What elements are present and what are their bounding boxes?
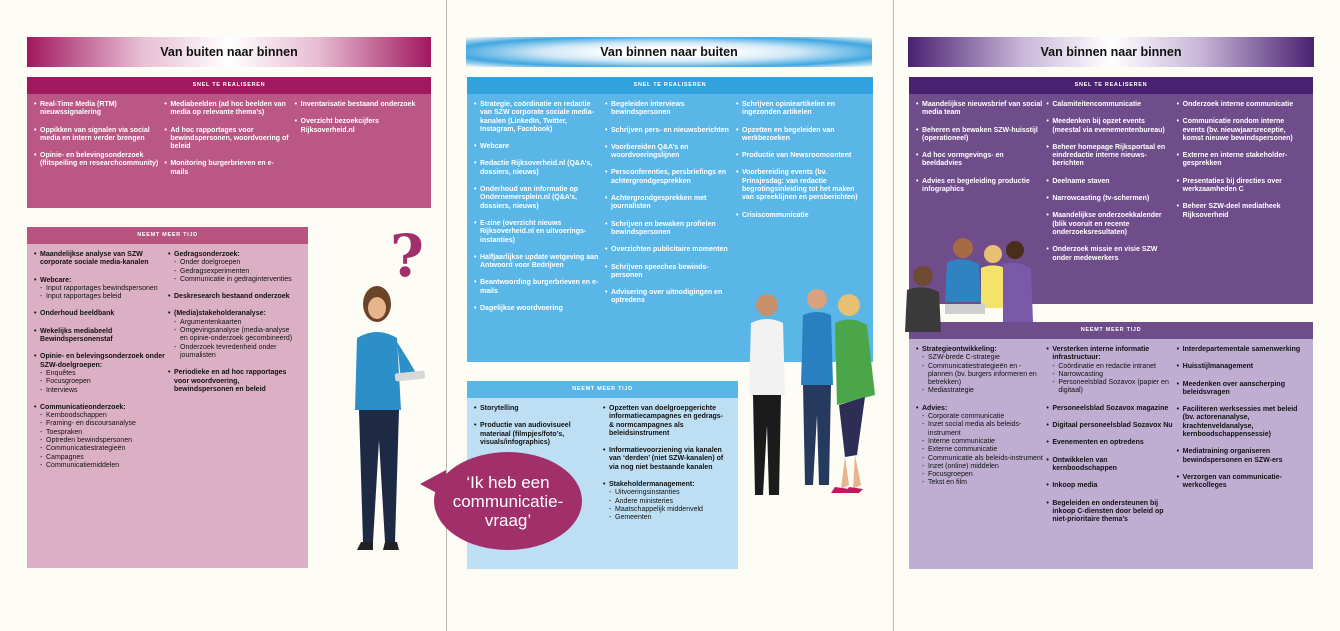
list-subitem: - Kernboodschappen — [40, 412, 165, 420]
list-item — [1046, 439, 1173, 447]
list-item-title: • Overzicht bezoekcijfers Rijksoverheid.nl — [300, 118, 379, 134]
left-quick-header: SNEL TE REALISEREN — [27, 77, 431, 94]
list-subitem: - Personeelsblad Sozavox (papier en digitaal) — [1052, 379, 1173, 396]
list-item — [1046, 500, 1173, 525]
list-item-title: • Overzichten publicitaire momenten — [611, 246, 728, 254]
list-item — [1046, 212, 1173, 237]
list-subitem: - Uitvoeringsinstanties — [609, 489, 729, 497]
list-subitem: - Inzet social media als beleids-instrument — [922, 421, 1043, 438]
list-item-title: • Informatievoorziening via kanalen van ‘derden’ (niet SZW-kanalen) of via nog niet bestaande kanalen — [609, 447, 724, 471]
list-item-title: • Communicatie rondom interne events (bv. nieuwjaarsreceptie, komst nieuwe bewindspersonen) — [1182, 118, 1293, 142]
list-subitem: - Inzet (online) middelen — [922, 463, 1043, 471]
list-item-title: • Productie van Newsroomcontent — [742, 152, 852, 160]
list-item — [603, 405, 729, 438]
list-item-title: • Narrowcasting (tv-schermen) — [1052, 195, 1150, 203]
left-time-columns — [27, 244, 308, 479]
list-item-title: • Verzorgen van communicatie-werkcolleges — [1182, 473, 1282, 490]
list-item — [1177, 101, 1304, 109]
left-time-box — [27, 227, 308, 568]
list-subitem: - Framing- en discoursanalyse — [40, 420, 165, 428]
list-item-title: • Meedenken bij opzet events (meestal via evenementenbureau) — [1052, 118, 1165, 134]
list-item-title: • Webcare: — [40, 276, 72, 284]
list-item — [605, 246, 733, 254]
list-subitem: - Onderzoek tevredenheid onder journalisten — [174, 344, 299, 361]
list-item — [605, 127, 733, 135]
list-item — [1177, 381, 1304, 398]
list-item-title: • Dagelijkse woordvoering — [480, 305, 563, 313]
divider-right — [893, 0, 894, 631]
list-subitem: - Coördinatie en redactie intranet — [1052, 363, 1173, 371]
list-item — [474, 220, 602, 245]
list-item-title: • Strategieontwikkeling: — [922, 346, 997, 353]
list-item — [1046, 482, 1173, 490]
list-subitem: - Communicatie in gedraginterventies — [174, 276, 299, 284]
column — [916, 346, 1046, 533]
list-subitem: - Maatschappelijk middenveld — [609, 506, 729, 514]
list-item — [1046, 118, 1173, 135]
list-item-title: • Crisiscommunicatie — [742, 211, 809, 219]
list-item-title: • Wekelijks mediabeeld Bewindspersonenstaf — [40, 327, 113, 344]
list-item-title: • Redactie Rijksoverheid.nl (Q&A’s, dossiers, nieuws) — [480, 160, 593, 176]
list-item-title: • Halfjaarlijkse update wetgeving aan Antwoord voor Bedrijven — [480, 253, 599, 270]
list-item — [474, 186, 602, 211]
list-item — [474, 305, 602, 313]
list-subitem: - Focusgroepen — [40, 378, 165, 386]
banner-inside-out: Van binnen naar buiten — [466, 37, 872, 67]
list-item — [474, 279, 602, 296]
list-item-title: • Real-Time Media (RTM) nieuwssignalering — [40, 101, 117, 117]
column — [603, 405, 732, 532]
list-item — [1177, 152, 1304, 169]
list-item — [605, 144, 733, 161]
list-item — [34, 310, 165, 318]
list-subitem: - SZW-brede C-strategie — [922, 354, 1043, 362]
woman-tablet-illustration — [335, 280, 430, 560]
list-item — [605, 101, 733, 118]
column — [474, 101, 605, 322]
list-item-title: • Maandelijkse onderzoekkalender (blik vooruit en recente onderzoeksresultaten) — [1052, 212, 1162, 236]
list-item — [1177, 448, 1304, 465]
list-item — [34, 127, 161, 144]
list-item — [295, 118, 422, 135]
list-item-title: • Schrijven speeches bewinds-personen — [611, 263, 709, 279]
list-item — [1046, 422, 1173, 430]
list-item-title: • Onderzoek interne communicatie — [1182, 101, 1294, 108]
list-item-title: • Beheer SZW-deel mediatheek Rijksoverheid — [1182, 203, 1281, 219]
question-mark: ? — [390, 222, 424, 290]
list-item — [168, 251, 299, 284]
list-item — [168, 293, 299, 301]
list-item-title: • Begeleiden interviews bewindspersonen — [611, 101, 685, 117]
right-time-columns — [909, 339, 1313, 533]
list-subitem: - Gemeenten — [609, 514, 729, 522]
list-item — [474, 405, 600, 413]
list-item — [736, 101, 864, 118]
list-item-title: • Maandelijkse nieuwsbrief van social media team — [922, 101, 1043, 117]
list-item-title: • Beheren en bewaken SZW-huisstijl (operationeel) — [922, 126, 1038, 142]
list-subitem: - Andere ministeries — [609, 498, 729, 506]
list-item — [736, 127, 864, 144]
list-item — [1046, 405, 1173, 413]
list-item — [603, 447, 729, 472]
list-item — [916, 152, 1043, 169]
list-subitem: - Gedragsexperimenten — [174, 268, 299, 276]
list-item-title: • Opinie- en belevingsonderzoek (flitspeiling en researchcommunity) — [40, 152, 159, 168]
list-item-title: • Evenementen en optredens — [1052, 439, 1144, 447]
list-item — [1046, 246, 1173, 263]
list-item — [34, 328, 165, 345]
list-subitem: - Toespraken — [40, 429, 165, 437]
column — [34, 101, 164, 186]
list-item-title: • E-zine (overzicht nieuws Rijksoverheid.nl en uitvoerings-instanties) — [480, 219, 587, 244]
list-item — [164, 127, 291, 152]
list-item — [1046, 144, 1173, 169]
list-item — [34, 251, 165, 268]
list-item-title: • Beantwoording burgerbrieven en e-mails — [480, 279, 599, 295]
list-item-title: • Externe en interne stakeholder-gesprekken — [1182, 152, 1288, 168]
list-item — [474, 254, 602, 271]
speech-bubble — [434, 452, 582, 550]
column — [34, 251, 168, 479]
list-item — [1177, 474, 1304, 491]
left-time-header: NEEMT MEER TIJD — [27, 227, 308, 244]
list-item-title: • Advies: — [922, 404, 948, 412]
list-item — [916, 405, 1043, 488]
list-item-title: • Productie van audiovisueel materiaal (filmpjes/foto’s, visuals/infographics) — [480, 422, 571, 446]
column — [1177, 101, 1307, 272]
list-item — [1177, 346, 1304, 354]
list-item — [916, 127, 1043, 144]
banner-outside-in: Van buiten naar binnen — [27, 37, 431, 67]
list-item-title: • Presentaties bij directies over werkzaamheden C — [1182, 177, 1282, 194]
list-subitem: - Mediastrategie — [922, 387, 1043, 395]
column — [164, 101, 294, 186]
list-item-title: • Ad hoc rapportages voor bewindspersonen, woordvoering of beleid — [170, 126, 289, 151]
mid-quick-header: SNEL TE REALISEREN — [467, 77, 873, 94]
list-item-title: • Periodieke en ad hoc rapportages voor woordvoering, bewindspersonen en beleid — [174, 369, 287, 393]
list-item-title: • Digitaal personeelsblad Sozavox Nu — [1052, 422, 1173, 430]
list-subitem: - Argumentenkaarten — [174, 319, 299, 327]
list-item — [916, 101, 1043, 118]
team-laptop-illustration — [905, 232, 1045, 332]
list-item — [1046, 101, 1173, 109]
column — [1177, 346, 1307, 533]
list-item — [1046, 195, 1173, 203]
list-subitem: - Campagnes — [40, 454, 165, 462]
column — [1046, 346, 1176, 533]
list-item — [164, 101, 291, 118]
list-item-title: • Voorbereiding events (bv. Prinsjesdag: van redactie begrotingsinleiding tot het maken van spreeklijnen en persberichten) — [742, 169, 858, 202]
left-quick-box — [27, 77, 431, 208]
list-item — [1177, 178, 1304, 195]
list-item-title: • Onderzoek missie en visie SZW onder medewerkers — [1052, 246, 1158, 262]
list-item — [1046, 457, 1173, 474]
list-item-title: • Advisering over uitnodigingen en optredens — [611, 289, 723, 305]
list-item-title: • Schrijven pers- en nieuwsberichten — [611, 126, 729, 134]
list-item — [1177, 118, 1304, 143]
list-item-title: • Mediatraining organiseren bewindspersonen en SZW-ers — [1182, 448, 1283, 464]
list-item — [474, 160, 602, 177]
list-item — [916, 178, 1043, 195]
list-item — [34, 101, 161, 118]
list-item — [605, 264, 733, 281]
column — [605, 101, 736, 322]
column — [1046, 101, 1176, 272]
list-item-title: • Schrijven opinieartikelen en ingezonden artikelen — [742, 101, 835, 117]
right-time-header: NEEMT MEER TIJD — [909, 322, 1313, 339]
list-subitem: - Omgevingsanalyse (media-analyse en opinie-onderzoek gecombineerd) — [174, 327, 299, 344]
list-item-title: • Voorbereiden Q&A’s en woordvoeringslijnen — [611, 143, 689, 160]
column — [168, 251, 302, 479]
list-item — [168, 369, 299, 394]
list-item — [34, 152, 161, 169]
list-subitem: - Optreden bewindspersonen — [40, 437, 165, 445]
list-item-title: • Faciliteren werksessies met beleid (bv. actorenanalyse, krachtenveldanalyse, kernboodschappensessie) — [1182, 406, 1298, 439]
list-item-title: • Begeleiden en ondersteunen bij inkoop C-diensten door beleid op niet-prioritaire thema’s — [1052, 499, 1164, 524]
list-item — [736, 212, 864, 220]
list-item-title: • Beheer homepage Rijksportaal en eindredactie interne nieuws-berichten — [1052, 143, 1166, 168]
list-item — [295, 101, 422, 109]
list-item-title: • Opzetten van doelgroepgerichte informatiecampagnes en gedrags- & normcampagnes als beleidsinstrument — [609, 405, 723, 437]
list-item-title: • Advies en begeleiding productie infographics — [922, 177, 1030, 194]
speech-bubble-text: ‘Ik heb een communicatie-vraag’ — [452, 472, 564, 530]
list-item — [603, 481, 729, 522]
list-item-title: • Persconferenties, persbriefings en achtergrondgesprekken — [611, 169, 727, 185]
list-item — [474, 422, 600, 447]
list-item — [736, 152, 864, 160]
list-item-title: • Storytelling — [480, 405, 519, 412]
list-item-title: • Oppikken van signalen via social media en intern verder brengen — [40, 126, 150, 142]
list-item — [34, 353, 165, 394]
list-item-title: • Onderhoud beeldbank — [40, 310, 115, 318]
list-item-title: • Strategie, coördinatie en redactie van SZW corporate sociale media-kanalen (LinkedIn, Twitter, Instagram, Facebook) — [480, 101, 594, 133]
list-subitem: - Tekst en film — [922, 479, 1043, 487]
list-item — [605, 195, 733, 212]
list-item-title: • Mediabeelden (ad hoc beelden van media op relevante thema’s) — [170, 101, 286, 117]
list-item — [1046, 346, 1173, 396]
list-item — [605, 289, 733, 306]
left-quick-columns — [27, 94, 431, 186]
list-item — [168, 310, 299, 360]
list-subitem: - Communicatiestrategieën en -plannen (bv. burgers informeren en betrekken) — [922, 363, 1043, 388]
banner-inside-in: Van binnen naar binnen — [908, 37, 1314, 67]
list-subitem: - Focusgroepen — [922, 471, 1043, 479]
divider-left — [446, 0, 447, 631]
list-item-title: • Communicatieonderzoek: — [40, 403, 126, 411]
list-subitem: - Onder doelgroepen — [174, 259, 299, 267]
list-item — [474, 143, 602, 151]
list-item-title: • Stakeholdermanagement: — [609, 481, 695, 489]
list-item — [34, 277, 165, 302]
list-item-title: • Gedragsonderzoek: — [174, 251, 240, 258]
list-item-title: • Opzetten en begeleiden van werkbezoeken — [742, 126, 835, 142]
mid-time-header: NEEMT MEER TIJD — [467, 381, 738, 398]
list-item-title: • Personeelsblad Sozavox magazine — [1052, 404, 1169, 412]
list-subitem: - Communicatie als beleids-instrument — [922, 455, 1043, 463]
list-item-title: • Ontwikkelen van kernboodschappen — [1052, 456, 1117, 472]
right-quick-header: SNEL TE REALISEREN — [909, 77, 1313, 94]
list-item-title: • (Media)stakeholderanalyse: — [174, 310, 266, 318]
list-item-title: • Schrijven en bewaken profielen bewindspersonen — [611, 220, 716, 236]
list-subitem: - Communicatiemiddelen — [40, 462, 165, 470]
list-item-title: • Inventarisatie bestaand onderzoek — [300, 101, 416, 108]
list-item — [605, 169, 733, 186]
list-item-title: • Meedenken over aanscherping beleidsvragen — [1182, 380, 1285, 396]
list-item — [1177, 363, 1304, 371]
column — [295, 101, 425, 186]
list-item-title: • Achtergrondgesprekken met journalisten — [611, 195, 707, 211]
list-subitem: - Narrowcasting — [1052, 371, 1173, 379]
group-conversation-illustration — [745, 285, 890, 505]
list-item-title: • Monitoring burgerbrieven en e-mails — [170, 160, 274, 176]
list-item — [1177, 203, 1304, 220]
list-item-title: • Ad hoc vormgevings- en beeldadvies — [922, 152, 1004, 168]
list-item-title: • Webcare — [480, 143, 510, 151]
list-item — [164, 160, 291, 177]
list-item-title: • Maandelijkse analyse van SZW corporate sociale media-kanalen — [40, 251, 149, 267]
list-subitem: - Communicatiestrategieën — [40, 445, 165, 453]
list-item — [736, 169, 864, 202]
list-item-title: • Calamiteitencommunicatie — [1052, 101, 1142, 108]
list-subitem: - Input rapportages bewindspersonen — [40, 285, 165, 293]
list-item-title: • Deelname staven — [1052, 177, 1110, 185]
list-item — [605, 221, 733, 238]
list-item — [474, 101, 602, 134]
list-item-title: • Inkoop media — [1052, 482, 1098, 490]
list-item — [34, 404, 165, 470]
list-subitem: - Enquêtes — [40, 370, 165, 378]
list-item — [1046, 178, 1173, 186]
list-item-title: • Deskresearch bestaand onderzoek — [174, 293, 290, 301]
list-subitem: - Interviews — [40, 387, 165, 395]
list-subitem: - Input rapportages beleid — [40, 293, 165, 301]
list-item — [1177, 406, 1304, 439]
list-item-title: • Interdepartementale samenwerking — [1182, 346, 1301, 353]
list-subitem: - Corporate communicatie — [922, 413, 1043, 421]
list-item-title: • Huisstijlmanagement — [1182, 363, 1254, 371]
list-subitem: - Interne communicatie — [922, 438, 1043, 446]
list-item-title: • Opinie- en belevingsonderzoek onder SZW-doelgroepen: — [40, 353, 165, 369]
list-item-title: • Versterken interne informatie infrastructuur: — [1052, 346, 1150, 362]
list-subitem: - Externe communicatie — [922, 446, 1043, 454]
list-item-title: • Onderhoud van informatie op Ondernemersplein.nl (Q&A’s, dossiers, nieuws) — [480, 186, 579, 210]
right-time-box — [909, 322, 1313, 569]
list-item — [916, 346, 1043, 396]
